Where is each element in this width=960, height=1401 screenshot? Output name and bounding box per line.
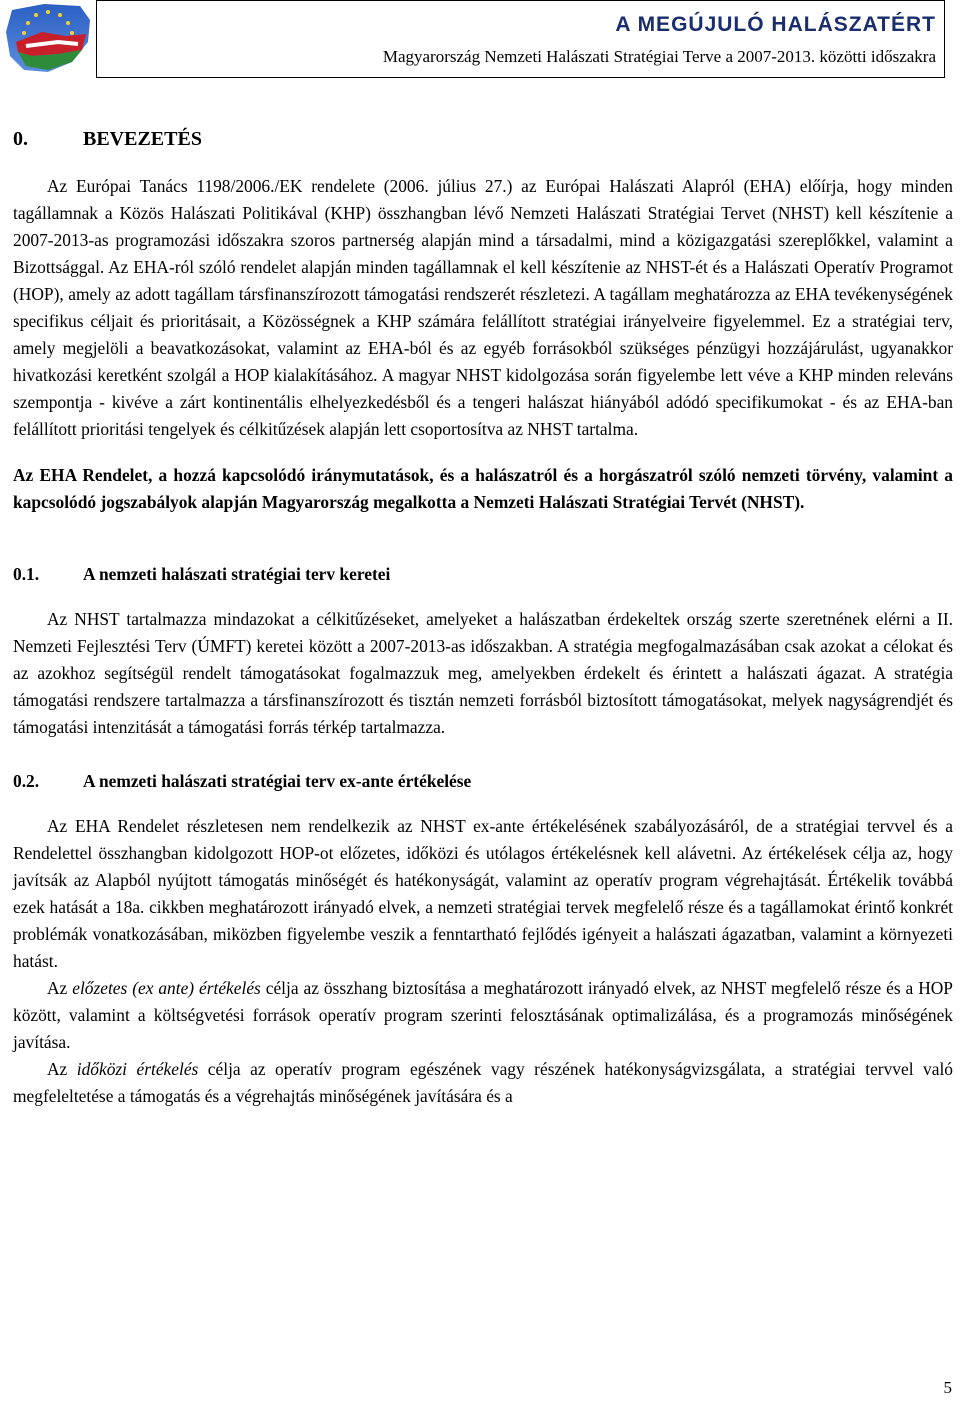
document-subtitle: Magyarország Nemzeti Halászati Stratégiai Terve a 2007-2013. közötti időszakra (382, 47, 936, 66)
ex-ante-lead: Az (47, 978, 73, 998)
subsection-title: A nemzeti halászati stratégiai terv ex-ante értékelése (83, 771, 472, 791)
interim-body: célja az operatív program egészének vagy részének hatékonyságvizsgálata, a stratégiai tervvel való megfeleltetése a támogatás és a végrehajtás minőségének javítására és a (13, 1059, 953, 1106)
section-number: 0. (13, 128, 28, 150)
subsection-number: 0.2. (13, 771, 40, 791)
section-title: BEVEZETÉS (83, 128, 202, 150)
ex-ante-body: célja az összhang biztosítása a meghatározott irányadó elvek, az NHST megfelelő része és a HOP között, valamint a költségvetési források operatív program szerinti felosztásának optimalizálása, és a programozás minőségének javítása. (13, 978, 953, 1052)
interim-term: időközi értékelés (76, 1059, 199, 1079)
intro-paragraph: Az Európai Tanács 1198/2006./EK rendelete (2006. július 27.) az Európai Halászati Alapról (EHA) előírja, hogy minden tagállamnak a Közös Halászati Politikával (KHP) összhangban lévő Nemzeti Halászati Stratégiai Tervet (NHST) kell készítenie a 2007-2013-as programozási időszakra szoros partnerség alapján mind a társadalmi, mind a közigazgatási szereplőkkel, valamint a Bizottsággal. Az EHA-ról szóló rendelet alapján minden tagállamnak el kell készítenie az NHST-ét és a Halászati Operatív Programot (HOP), amely az adott tagállam társfinanszírozott támogatási rendszerét részletezi. A tagállam meghatározza az EHA tevékenységének specifikus céljait és prioritásait, a Közösségnek a KHP számára felállított stratégiai irányelveire figyelemmel. Ez a stratégiai terv, amely megjelöli a beavatkozásokat, valamint az EHA-ból és az egyéb forrásokból szükséges pénzügyi hozzájárulást, ugyanakkor hivatkozási keretként szolgál a HOP kialakításához. A magyar NHST kidolgozása során figyelembe lett véve a KHP minden releváns szempontja - kivéve a zárt kontinentális elhelyezkedésből és a tengeri halászat hiányából adódó specifikumokat - és az EHA-ban felállított prioritási tengelyek és célkitűzések alapján lett csoportosítva az NHST tartalma. (13, 176, 953, 439)
emphasis-paragraph: Az EHA Rendelet, a hozzá kapcsolódó iránymutatások, és a halászatról és a horgászatról szóló nemzeti törvény, valamint a kapcsolódó jogszabályok alapján Magyarország megalkotta a Nemzeti Halászati Stratégiai Tervét (NHST). (13, 465, 953, 512)
ex-ante-term: előzetes (ex ante) értékelés (72, 978, 261, 998)
page-number: 5 (943, 1378, 952, 1397)
document-title: A MEGÚJULÓ HALÁSZATÉRT (615, 13, 936, 36)
subsection-title: A nemzeti halászati stratégiai terv keretei (83, 564, 391, 584)
evaluation-paragraph: Az EHA Rendelet részletesen nem rendelkezik az NHST ex-ante értékelésének szabályozásáról, de a stratégiai tervvel és a Rendelettel összhangban kidolgozott HOP-ot előzetes, időközi és utólagos értékelésnek kell alávetni. Az értékelések célja az, hogy javítsák az Alapból nyújtott támogatás minőségét és hatékonyságát, valamint az operatív program végrehajtását. Értékelik továbbá ezek hatását a 18a. cikkben meghatározott irányadó elvek, a nemzeti stratégiai tervek megfelelő része és a tagállamokat érintő konkrét problémák vonatkozásában, miközben figyelembe veszik a fenntartható fejlődés igényeit a halászati ágazatban, valamint a környezeti hatást. (13, 816, 953, 971)
main-content (13, 126, 953, 1110)
subsection-heading (13, 768, 953, 795)
eu-hungary-logo-icon (2, 2, 94, 76)
section-heading (13, 126, 953, 153)
subsection-heading (13, 561, 953, 588)
subsection-number: 0.1. (13, 564, 40, 584)
ex-ante-paragraph (13, 975, 953, 1056)
header-title-box (96, 0, 945, 78)
interim-lead: Az (47, 1059, 77, 1079)
page-header (0, 0, 945, 80)
framework-paragraph: Az NHST tartalmazza mindazokat a célkitűzéseket, amelyeket a halászatban érdekeltek ország szerte szeretnének elérni a II. Nemzeti Fejlesztési Terv (ÚMFT) keretei között a 2007-2013-as időszakban. A stratégia megfogalmazásában csak azokat a célokat és az azokhoz segítségül rendelt támogatásokat fogalmazzuk meg, amelyekben érdekelt és érintett a halászati ágazat. A stratégia támogatási rendszere tartalmazza a társfinanszírozott és tisztán nemzeti forrásból biztosított támogatásokat, melyek nagyságrendjét és támogatási intenzitását a támogatási forrás térkép tartalmazza. (13, 609, 953, 737)
interim-paragraph (13, 1056, 953, 1110)
